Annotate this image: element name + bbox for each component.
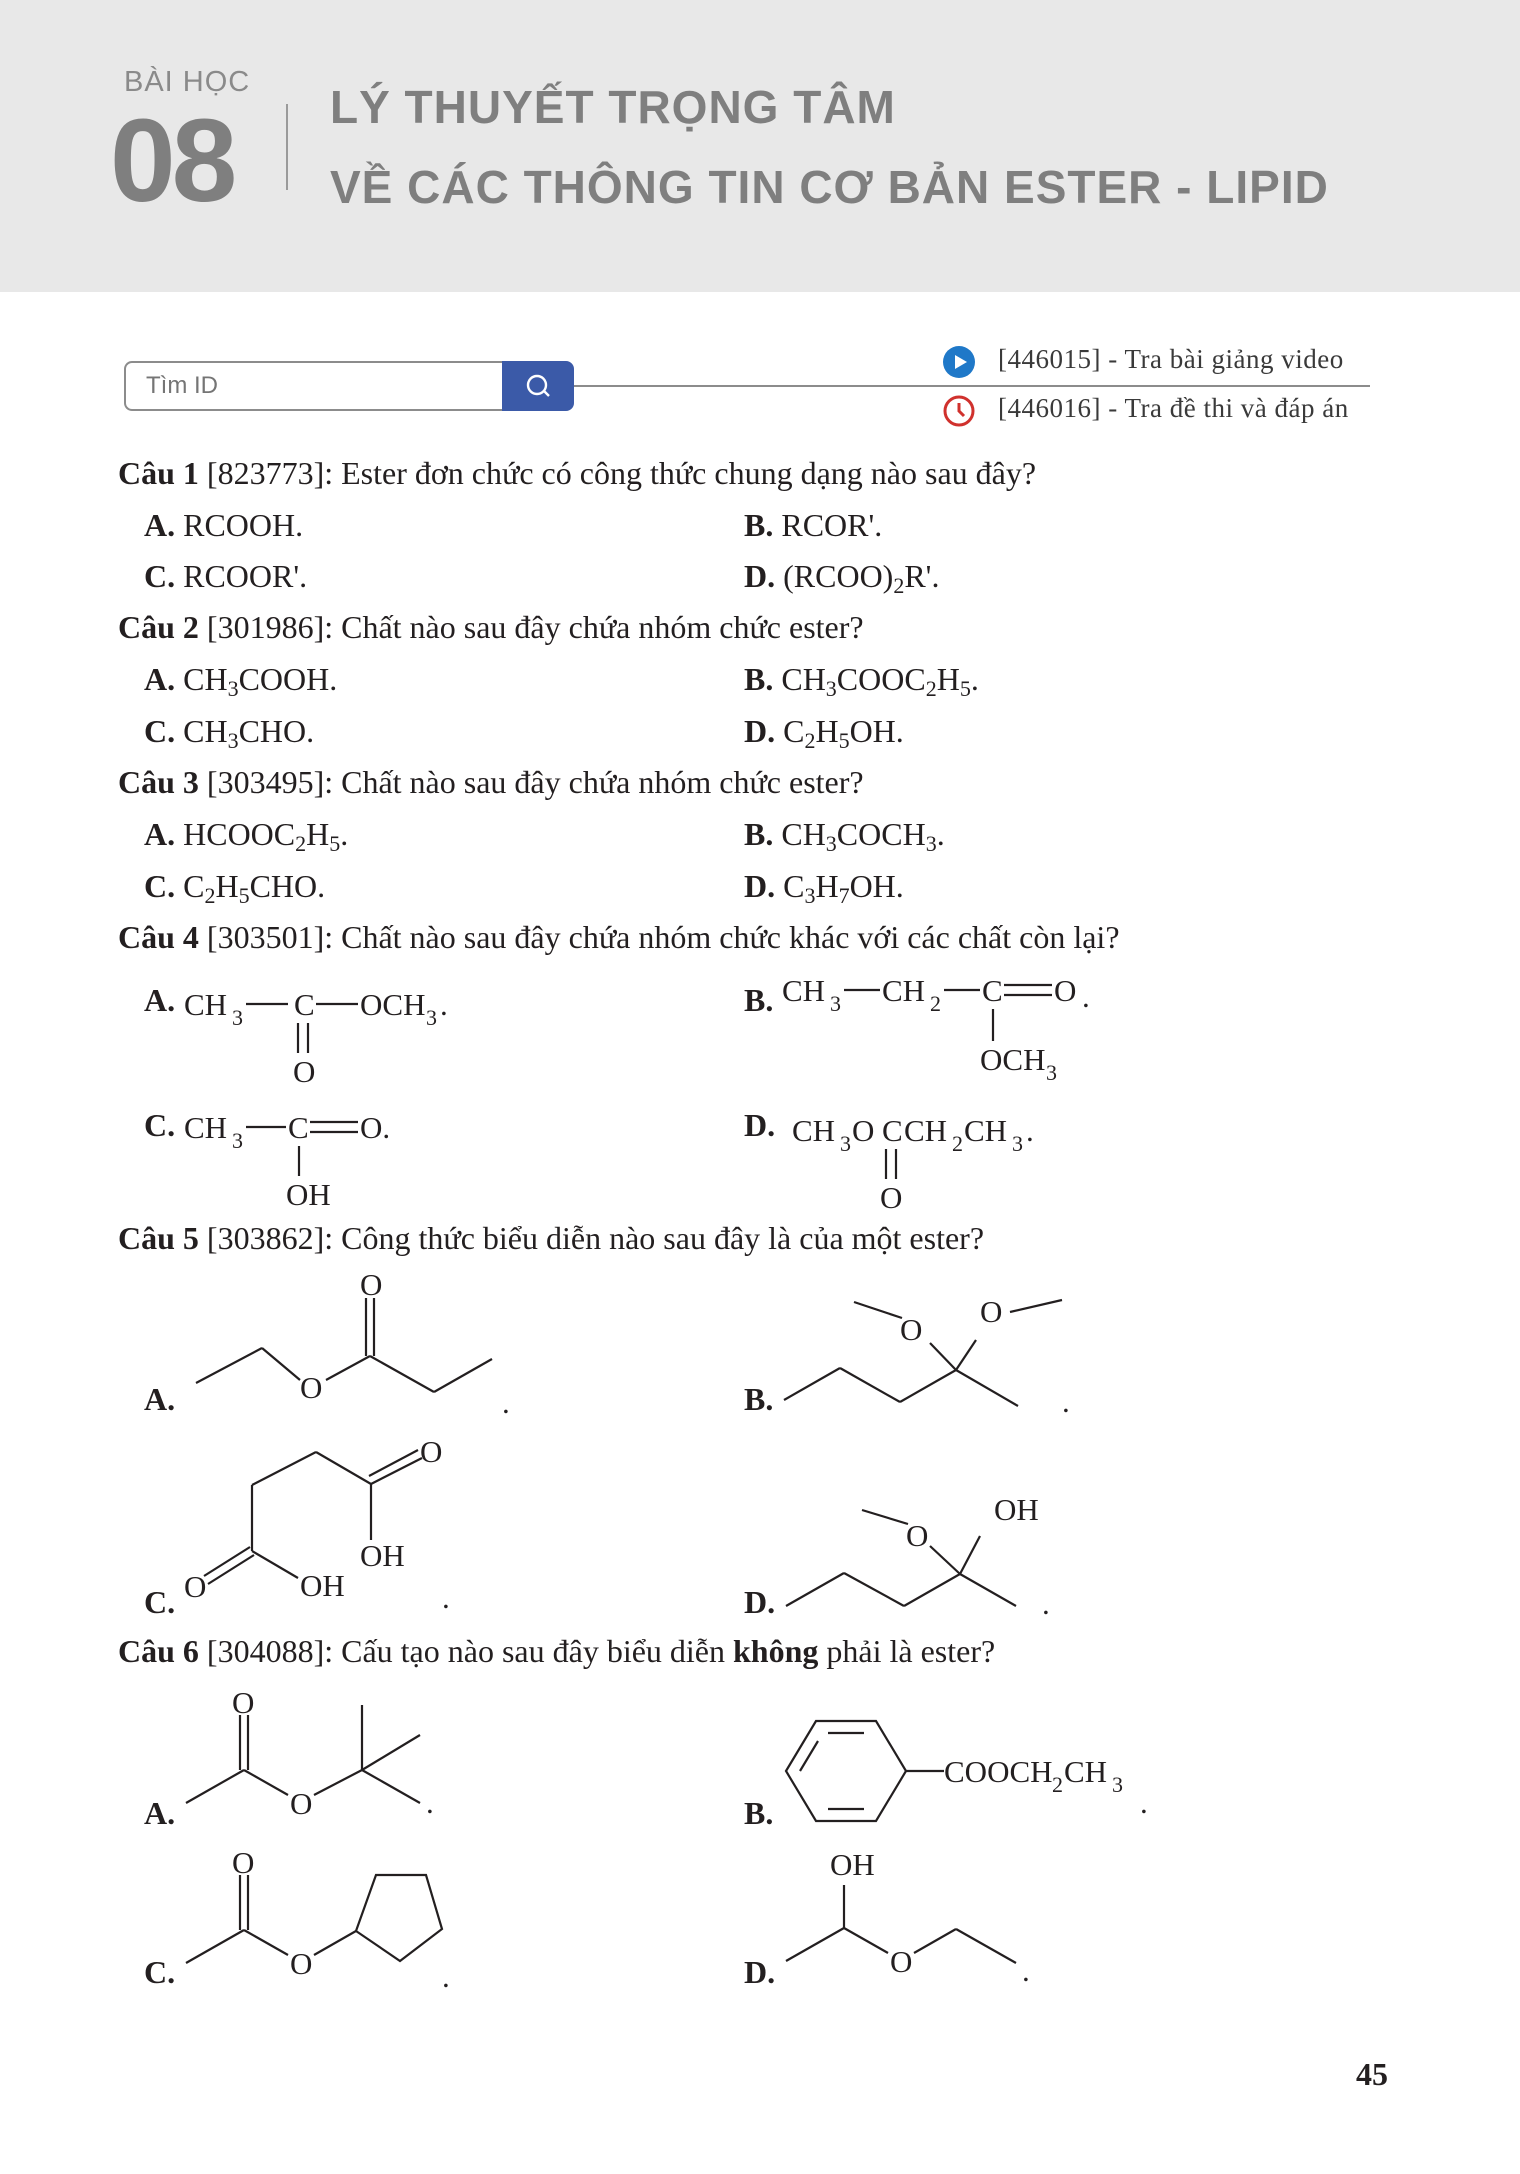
q6-option-a-structure[interactable] [180,1685,460,1835]
question-2 [118,609,864,646]
question-id: [303501] [206,919,325,955]
q5-option-d-label[interactable]: D. [744,1584,776,1620]
question-label: Câu 3 [118,764,199,800]
svg-text:.: . [1022,1953,1030,1988]
page-number: 45 [1356,2056,1388,2092]
q2-option-b[interactable]: B. $CH_3COOC_2H_5$. [744,661,979,701]
q3-option-a[interactable]: A. $HCOOC_2H_5$. [144,816,349,856]
svg-text:.: . [442,1580,450,1615]
question-label: Câu 2 [118,609,199,645]
svg-text:3: 3 [426,1005,437,1030]
svg-text:.: . [442,1959,450,1994]
search-rule [574,385,1370,387]
svg-text:3: 3 [840,1131,851,1156]
q4-option-b-structure[interactable] [780,963,1120,1093]
svg-text:OH: OH [830,1847,875,1882]
q3-option-d[interactable]: D. $C_3H_7OH$. [744,868,904,908]
svg-text:C: C [982,973,1003,1008]
svg-text:CH: CH [904,1113,948,1148]
svg-text:.: . [1062,1384,1070,1419]
q4-option-d-structure[interactable] [790,1101,1090,1216]
svg-text:CH: CH [882,973,926,1008]
q4-option-a-structure[interactable] [180,975,480,1090]
q1-option-b[interactable]: B. RCOR'. [744,507,883,543]
svg-text:O: O [184,1569,207,1604]
question-text: : Cấu tạo nào sau đây biểu diễn [324,1633,733,1669]
question-emphasis: không [733,1633,819,1669]
question-text: : Ester đơn chức có công thức chung dạng nào sau đây? [324,455,1037,491]
svg-text:O: O [880,1180,903,1215]
q2-option-c[interactable]: C. $CH_3CHO$. [144,713,315,753]
q6-option-c-label[interactable]: C. [144,1954,176,1990]
svg-text:.: . [1082,979,1090,1014]
q6-option-d-structure[interactable] [780,1845,1060,1995]
q3-option-b[interactable]: B. $CH_3COCH_3$. [744,816,945,856]
svg-text:.: . [502,1385,510,1420]
lesson-number: 08 [110,95,234,227]
svg-text:.: . [1026,1113,1034,1148]
svg-text:O: O [890,1944,913,1979]
lesson-title-line1: LÝ THUYẾT TRỌNG TÂM [330,81,896,133]
video-link-icon-wrap[interactable] [942,345,976,379]
svg-text:COOCH: COOCH [944,1754,1053,1789]
lesson-title-line2: VỀ CÁC THÔNG TIN CƠ BẢN ESTER - LIPID [330,161,1329,213]
q5-option-a-label[interactable]: A. [144,1381,176,1417]
q6-option-a-label[interactable]: A. [144,1795,176,1831]
search-icon [502,361,574,411]
q4-option-b-label[interactable]: B. [744,982,774,1018]
question-text: : Chất nào sau đây chứa nhóm chức khác với các chất còn lại? [324,919,1120,955]
svg-text:O: O [1054,973,1077,1008]
question-label: Câu 6 [118,1633,199,1669]
lesson-header [0,0,1520,292]
svg-text:.: . [426,1785,434,1820]
svg-text:CH: CH [1064,1754,1108,1789]
svg-text:CH: CH [184,987,228,1022]
svg-text:O: O [980,1294,1003,1329]
question-label: Câu 1 [118,455,199,491]
question-text: : Chất nào sau đây chứa nhóm chức ester? [324,764,864,800]
svg-text:CH: CH [782,973,826,1008]
q6-option-d-label[interactable]: D. [744,1954,776,1990]
svg-text:O: O [360,1267,383,1302]
q6-option-c-structure[interactable] [180,1845,470,1995]
search-box [124,361,502,411]
search-input[interactable] [144,363,488,409]
q5-option-c-label[interactable]: C. [144,1584,176,1620]
svg-text:O: O [900,1312,923,1347]
q1-option-d[interactable]: D. $(RCOO)_2R'$. [744,558,940,598]
question-label: Câu 5 [118,1220,199,1256]
q5-option-b-structure[interactable] [780,1280,1100,1430]
svg-text:2: 2 [952,1131,963,1156]
svg-text:CH: CH [792,1113,836,1148]
svg-text:O: O [232,1685,255,1720]
question-5 [118,1220,984,1257]
svg-text:.: . [440,987,448,1022]
svg-text:2: 2 [930,991,941,1016]
svg-text:O: O [906,1518,929,1553]
svg-text:O: O [852,1113,875,1148]
q6-option-b-label[interactable]: B. [744,1795,774,1831]
header-divider [286,104,288,190]
q4-option-c-structure[interactable] [180,1098,430,1213]
question-id: [301986] [206,609,325,645]
q1-option-c[interactable]: C. RCOOR'. [144,558,308,594]
svg-text:.: . [1140,1785,1148,1820]
question-text: : Công thức biểu diễn nào sau đây là của một ester? [324,1220,985,1256]
svg-text:CH: CH [964,1113,1008,1148]
svg-text:OH: OH [300,1568,345,1603]
svg-text:O: O [420,1434,443,1469]
svg-text:O: O [290,1946,313,1981]
svg-text:3: 3 [232,1128,243,1153]
svg-text:C: C [294,987,315,1022]
search-button[interactable] [502,361,574,411]
q5-option-c-structure[interactable] [180,1430,480,1620]
svg-text:CH: CH [184,1110,228,1145]
q4-option-d-label[interactable]: D. [744,1107,776,1143]
svg-text:OH: OH [994,1492,1039,1527]
clock-icon [942,394,976,428]
exam-link[interactable]: [446016] - Tra đề thi và đáp án [998,393,1349,423]
play-icon [942,345,976,379]
svg-text:O: O [232,1845,255,1880]
q5-option-d-structure[interactable] [780,1490,1080,1630]
question-id: [303862] [206,1220,325,1256]
q3-option-c[interactable]: C. $C_2H_5CHO$. [144,868,326,908]
svg-text:C: C [288,1110,309,1145]
svg-text:O: O [300,1370,323,1405]
svg-text:O: O [290,1786,313,1821]
svg-text:OCH: OCH [360,987,426,1022]
svg-text:OH: OH [286,1177,331,1212]
q5-option-b-label[interactable]: B. [744,1381,774,1417]
q2-option-a[interactable]: A. $CH_3COOH$. [144,661,338,701]
svg-text:3: 3 [1112,1772,1123,1797]
svg-text:C: C [882,1113,903,1148]
q1-option-a[interactable]: A. RCOOH. [144,507,304,543]
question-text-end: phải là ester? [818,1633,996,1669]
question-1 [118,455,1036,492]
q6-option-b-structure[interactable] [780,1715,1170,1835]
lesson-word: BÀI HỌC [124,66,251,98]
question-id: [823773] [206,455,325,491]
question-6 [118,1633,995,1670]
svg-text:3: 3 [232,1005,243,1030]
question-id: [304088] [206,1633,325,1669]
svg-text:3: 3 [830,991,841,1016]
question-id: [303495] [206,764,325,800]
video-link[interactable]: [446015] - Tra bài giảng video [998,344,1344,374]
svg-text:.: . [1042,1586,1050,1621]
question-3 [118,764,864,801]
svg-text:OH: OH [360,1538,405,1573]
svg-text:O: O [293,1054,316,1089]
q4-option-a-label[interactable]: A. [144,982,176,1018]
question-label: Câu 4 [118,919,199,955]
svg-text:2: 2 [1052,1772,1063,1797]
question-4 [118,919,1120,956]
q2-option-d[interactable]: D. $C_2H_5OH$. [744,713,904,753]
svg-text:3: 3 [1046,1060,1057,1085]
svg-text:O.: O. [360,1110,391,1145]
question-text: : Chất nào sau đây chứa nhóm chức ester? [324,609,864,645]
q5-option-a-structure[interactable] [190,1265,530,1425]
svg-text:OCH: OCH [980,1042,1046,1077]
svg-text:3: 3 [1012,1131,1023,1156]
exam-link-icon-wrap[interactable] [942,394,976,428]
q4-option-c-label[interactable]: C. [144,1107,176,1143]
